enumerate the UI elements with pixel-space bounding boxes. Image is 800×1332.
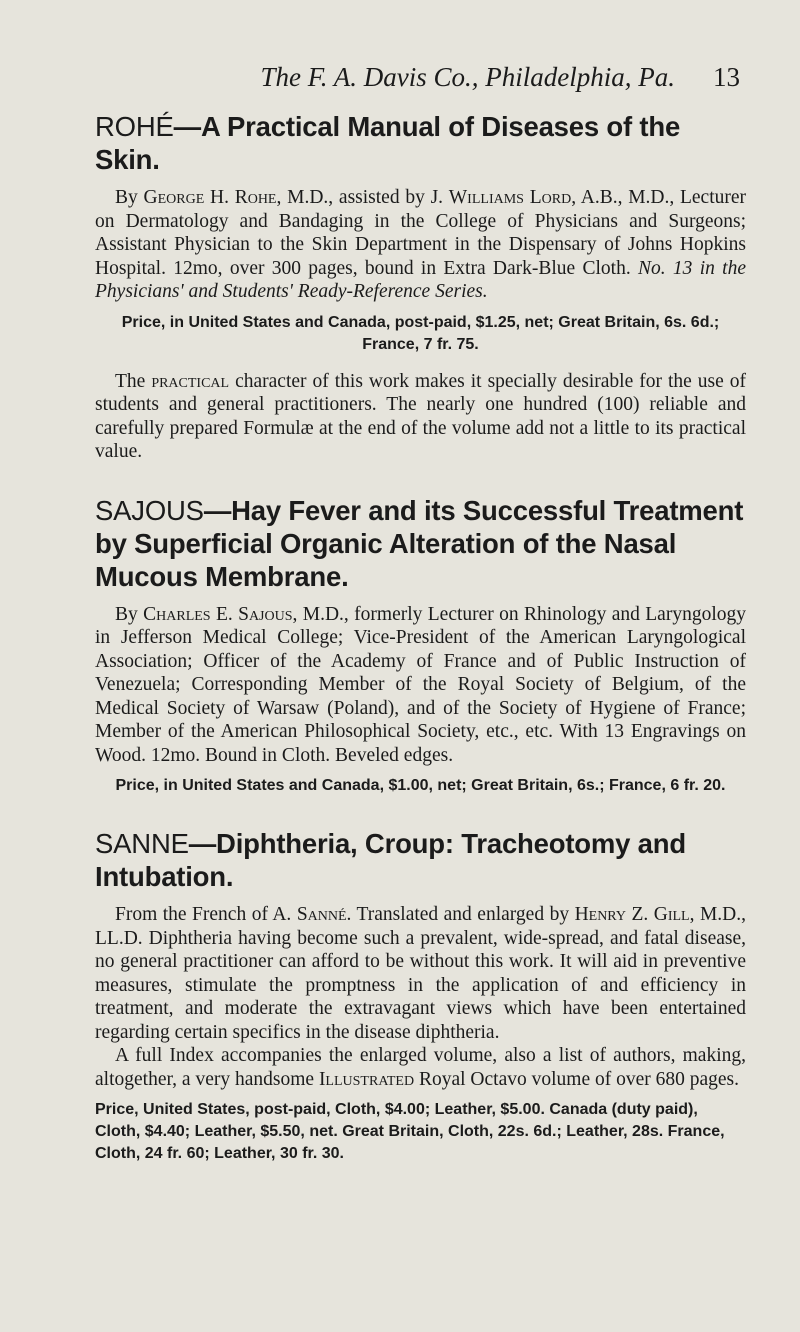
translator-name: Henry Z. Gill: [574, 904, 690, 925]
running-header: [0, 62, 740, 93]
description-text: . Translated and enlarged by: [346, 904, 575, 925]
entry-title: —A Practical Manual of Diseases of the Skin.: [95, 111, 681, 175]
entry-description: [95, 903, 746, 1044]
author-name: George H. Rohe: [143, 187, 277, 208]
price-line: Price, in United States and Canada, post-paid, $1.25, net; Great Britain, 6s. 6d.; France, 7 fr. 75.: [121, 313, 720, 353]
entry-title: —Hay Fever and its Successful Treatment by Superficial Organic Alteration of the Nasal Mucous Membrane.: [95, 494, 744, 592]
description-text: character of this work makes it specially desirable for the use of students and general practitioners. The nearly one hundred (100) reliable and carefully prepared Formulæ at the end of the volume add not a little to its practical value.: [95, 370, 746, 462]
series-note: No. 13 in the Physicians' and Students' Ready-Reference Series.: [95, 257, 746, 302]
price-line: Price, in United States and Canada, $1.00, net; Great Britain, 6s.; France, 6 fr. 20.: [115, 777, 726, 794]
entry-title: —Diphtheria, Croup: Tracheotomy and Intubation.: [95, 828, 686, 892]
byline-text: By: [115, 603, 144, 625]
description-text: From the French of A.: [115, 904, 297, 925]
price-line: Price, United States, post-paid, Cloth, $4.00; Leather, $5.00. Canada (duty paid), Cloth, $4.40; Leather, $5.50, net. Great Britain, Cloth, 22s. 6d.; Leather, 28s. France, Cloth, 24 fr. 60; Leather, 30 fr. 30.: [95, 1101, 725, 1162]
byline-text: , M.D., formerly Lecturer on Rhinology and Laryngology in Jefferson Medical College; Vice-President of the American Laryngological Association; Officer of the Academy of France and of Public Instruction of Venezuela; Corresponding Member of the Royal Society of Belgium, of the Medical Society of Warsaw (Poland), and of the Society of Hygiene of France; Member of the American Philosophical Society, etc., etc. With 13 Engravings on Wood. 12mo. Bound in Cloth. Beveled edges.: [95, 603, 746, 766]
byline-text: , A.B., M.D., Lecturer on Dermatology and Bandaging in the College of Physicians and Surgeons; Assistant Physician to the Skin Department in the Dispensary of Johns Hopkins Hospital. 12mo, over 300 pages, bound in Extra Dark-Blue Cloth.: [95, 187, 747, 279]
entry-heading: [95, 827, 746, 893]
byline-text: , M.D., assisted by J.: [276, 187, 449, 208]
entry-heading: [95, 494, 746, 593]
page-content: [95, 110, 746, 1165]
entry-byline: [95, 186, 746, 304]
author-name: Sanné: [296, 904, 347, 925]
emphasis-text: practical: [151, 370, 230, 392]
catalog-entry-rohe: [95, 110, 746, 464]
description-text: The: [115, 370, 152, 392]
entry-author: SAJOUS: [95, 494, 204, 526]
coauthor-name: Williams Lord: [448, 187, 572, 208]
page-number: 13: [713, 62, 740, 92]
emphasis-text: Illustrated: [318, 1068, 415, 1090]
catalog-entry-sanne: [95, 827, 746, 1165]
byline-text: By: [115, 187, 144, 208]
entry-byline: [95, 603, 746, 768]
author-name: Charles E. Sajous: [143, 603, 293, 625]
entry-author: SANNE: [95, 828, 189, 859]
entry-heading: [95, 110, 746, 176]
catalog-entry-sajous: [95, 494, 746, 798]
description-text: , M.D., LL.D. Diphtheria having become such a prevalent, wide-spread, and fatal disease, no general practitioner can afford to be without this work. It will aid in preventive measures, stimulate the promptness in the application of and efficiency in treatment, and moderate the extravagant views which have been entertained regarding certain specifics in the disease diphtheria.: [95, 904, 747, 1043]
entry-description: [95, 370, 746, 464]
description-text: A full Index accompanies the enlarged volume, also a list of authors, making, altogether, a very handsome: [95, 1045, 746, 1090]
description-text: Royal Octavo volume of over 680 pages.: [414, 1068, 740, 1090]
entry-author: ROHÉ: [95, 111, 174, 142]
running-title: The F. A. Davis Co., Philadelphia, Pa.: [260, 62, 675, 92]
entry-description-2: [95, 1044, 746, 1091]
